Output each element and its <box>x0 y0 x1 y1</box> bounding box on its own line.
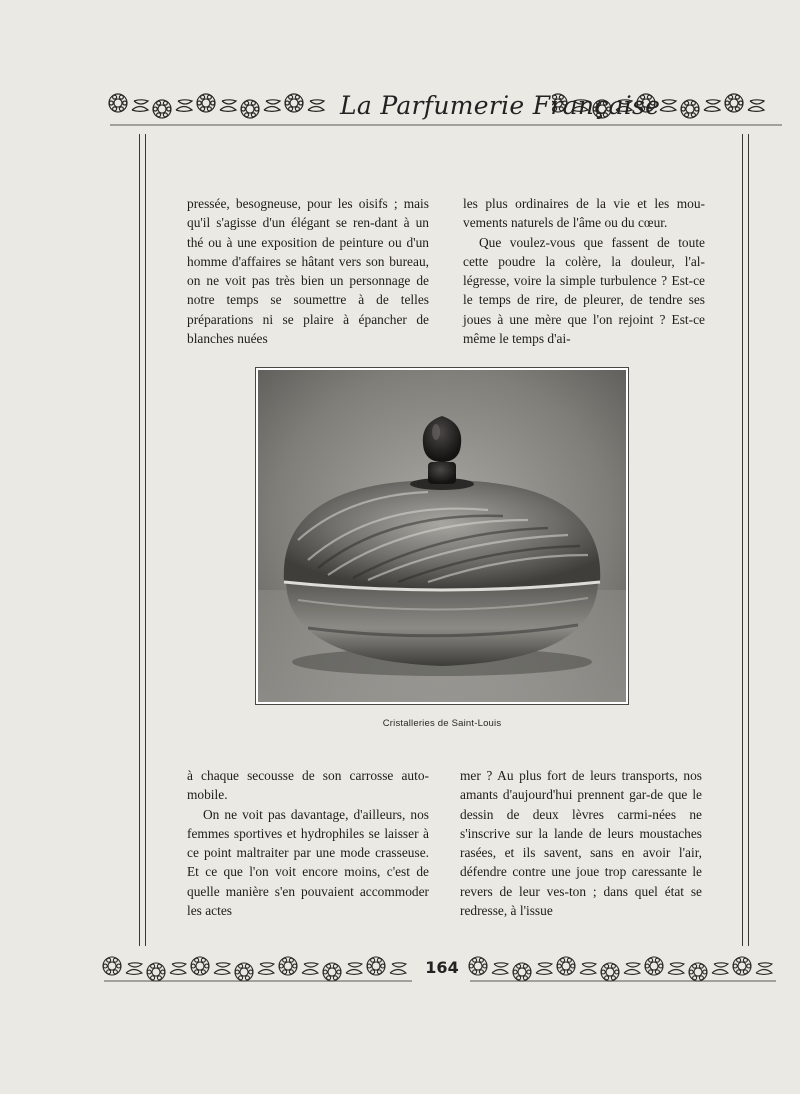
paragraph: à chaque secousse de son carrosse auto-mobile. <box>187 768 429 803</box>
paragraph: mer ? Au plus fort de leurs transports, nos amants d'aujourd'hui prennent gar-de que le dessin de deux lèvres carmi-nées ne s'inscrive sur la lande de leurs moustaches rasées, et ils savent, sans en avoir l'air, défendre contre une joue trop caressante le revers de leur ves-ton ; dans quel état se redresse, à l'issue <box>460 768 702 919</box>
page-number: 164 <box>425 958 459 977</box>
left-frame-rule-inner <box>145 134 146 946</box>
photo-glass-powder-box-icon <box>258 370 626 702</box>
paragraph: les plus ordinaires de la vie et les mou-vements naturels de l'âme ou du cœur. <box>463 196 705 231</box>
top-left-column <box>187 194 429 348</box>
paragraph: On ne voit pas davantage, d'ailleurs, nos femmes sportives et hydrophiles se laisser à ce point maltraiter par une mode crasseuse. Et ce que l'on voit encore moins, c'est de quelle manière s'en pouvaient accommoder les actes <box>187 806 429 919</box>
bottom-left-column <box>187 766 429 920</box>
floral-ornament-band-icon <box>102 954 414 984</box>
paragraph: pressée, besogneuse, pour les oisifs ; mais qu'il s'agisse d'un élégant se ren-dant à un thé ou à une exposition de peinture ou d'un homme d'affaires se hâtant vers son bureau, on ne voit pas très bien un personnage de notre temps se soumettre à de telles préparations ni se plaire à épancher de blanches nuées <box>187 196 429 347</box>
header-ornament <box>108 84 784 128</box>
photo-caption: Cristalleries de Saint-Louis <box>382 718 502 729</box>
bottom-right-column <box>460 766 702 920</box>
right-frame-rule <box>742 134 743 946</box>
floral-ornament-band-icon <box>468 954 778 984</box>
top-right-column <box>463 194 705 348</box>
right-frame-rule-inner <box>748 134 749 946</box>
paragraph: Que voulez-vous que fassent de toute cette poudre la colère, la douleur, l'al-légresse, voire la simple turbulence ? Est-ce le temps de rire, de pleurer, de tendre ses joues à une mère que l'on rejoint ? Est-ce même le temps d'ai- <box>463 234 705 347</box>
footer-ornament-right <box>468 954 778 984</box>
footer-ornament-left <box>102 954 414 984</box>
photograph <box>255 367 629 705</box>
left-frame-rule <box>139 134 140 946</box>
header-title: La Parfumerie Française <box>340 88 552 124</box>
